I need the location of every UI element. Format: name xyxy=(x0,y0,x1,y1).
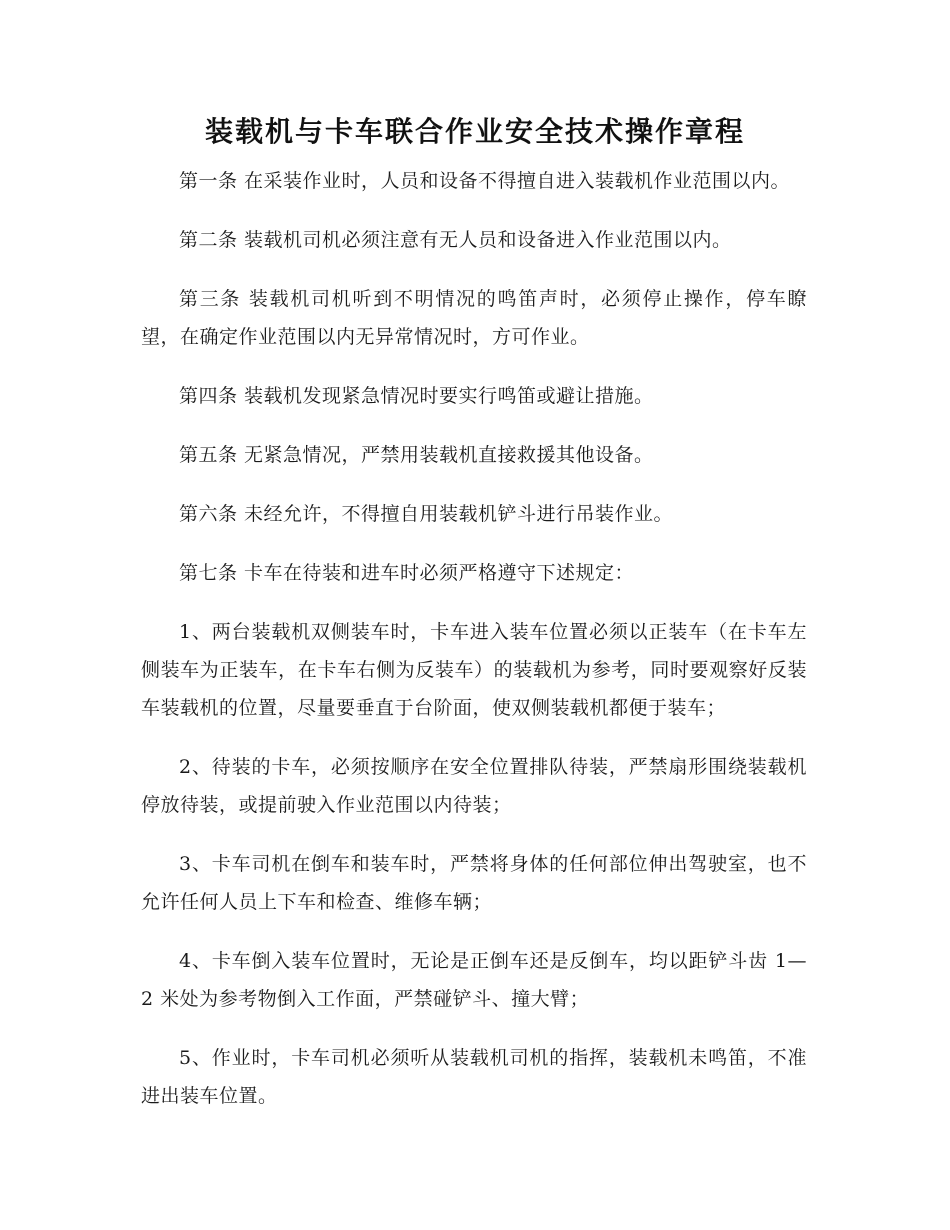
article-5: 第五条 无紧急情况，严禁用装载机直接救援其他设备。 xyxy=(179,444,654,466)
rule-item-4: 4、卡车倒入装车位置时，无论是正倒车还是反倒车，均以距铲斗齿 1—2 米处为参考物倒入工作面，严禁碰铲斗、撞大臂； xyxy=(141,950,807,1010)
article-7: 第七条 卡车在待装和进车时必须严格遵守下述规定： xyxy=(179,562,635,584)
article-6: 第六条 未经允许，不得擅自用装载机铲斗进行吊装作业。 xyxy=(179,503,674,525)
rule-item-3: 3、卡车司机在倒车和装车时，严禁将身体的任何部位伸出驾驶室，也不允许任何人员上下车和检查、维修车辆； xyxy=(141,853,807,913)
article-1: 第一条 在采装作业时，人员和设备不得擅自进入装载机作业范围以内。 xyxy=(179,170,791,192)
rule-item-2: 2、待装的卡车，必须按顺序在安全位置排队待装，严禁扇形围绕装载机停放待装，或提前驶入作业范围以内待装； xyxy=(141,756,807,816)
document-title: 装载机与卡车联合作业安全技术操作章程 xyxy=(204,115,745,148)
article-4: 第四条 装载机发现紧急情况时要实行鸣笛或避让措施。 xyxy=(179,385,654,407)
article-3: 第三条 装载机司机听到不明情况的鸣笛声时，必须停止操作，停车瞭望，在确定作业范围以内无异常情况时，方可作业。 xyxy=(141,288,807,348)
document-body xyxy=(141,162,807,1136)
rule-item-5: 5、作业时，卡车司机必须听从装载机司机的指挥，装载机未鸣笛，不准进出装车位置。 xyxy=(141,1047,807,1107)
rule-item-1: 1、两台装载机双侧装车时，卡车进入装车位置必须以正装车（在卡车左侧装车为正装车，在卡车右侧为反装车）的装载机为参考，同时要观察好反装车装载机的位置，尽量要垂直于台阶面，使双侧装载机都便于装车； xyxy=(141,621,807,719)
article-2: 第二条 装载机司机必须注意有无人员和设备进入作业范围以内。 xyxy=(179,229,732,251)
